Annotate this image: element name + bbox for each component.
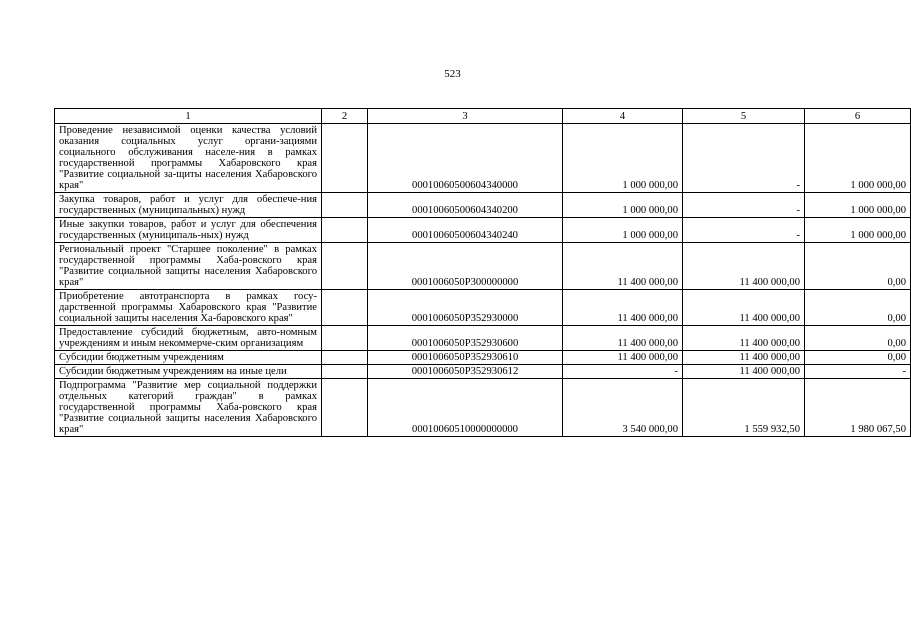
row-code: 0001006050P352930612 xyxy=(368,365,563,379)
row-col4: 11 400 000,00 xyxy=(563,351,683,365)
row-code: 0001006050P300000000 xyxy=(368,243,563,290)
row-col2 xyxy=(322,379,368,437)
row-description: Субсидии бюджетным учреждениям xyxy=(55,351,322,365)
row-description: Подпрограмма "Развитие мер социальной поддержки отдельных категорий граждан" в рамках государственной программы Хаба-ровского края "Развитие социальной защиты населения Хабаровского края" xyxy=(55,379,322,437)
row-col6: 1 000 000,00 xyxy=(805,218,911,243)
row-col5: 11 400 000,00 xyxy=(683,326,805,351)
row-col5: 1 559 932,50 xyxy=(683,379,805,437)
row-col4: 3 540 000,00 xyxy=(563,379,683,437)
table-row xyxy=(55,290,911,326)
row-code: 0001006050P352930600 xyxy=(368,326,563,351)
row-col4: 11 400 000,00 xyxy=(563,326,683,351)
row-col5: 11 400 000,00 xyxy=(683,243,805,290)
table-row xyxy=(55,218,911,243)
row-description: Иные закупки товаров, работ и услуг для обеспечения государственных (муниципаль-ных) нужд xyxy=(55,218,322,243)
table-row xyxy=(55,379,911,437)
table-row xyxy=(55,193,911,218)
row-col5: - xyxy=(683,124,805,193)
column-header-3: 3 xyxy=(368,109,563,124)
header-row xyxy=(55,109,911,124)
row-description: Предоставление субсидий бюджетным, авто-номным учреждениям и иным некоммерче-ским организациям xyxy=(55,326,322,351)
row-col4: 11 400 000,00 xyxy=(563,243,683,290)
row-description: Приобретение автотранспорта в рамках госу-дарственной программы Хабаровского края "Развитие социальной защиты населения Ха-баровского края" xyxy=(55,290,322,326)
row-code: 0001006050P352930000 xyxy=(368,290,563,326)
row-col6: 1 000 000,00 xyxy=(805,193,911,218)
row-col6: 0,00 xyxy=(805,243,911,290)
row-col4: - xyxy=(563,365,683,379)
row-col2 xyxy=(322,124,368,193)
row-description: Закупка товаров, работ и услуг для обеспече-ния государственных (муниципальных) нужд xyxy=(55,193,322,218)
row-col5: 11 400 000,00 xyxy=(683,365,805,379)
page-number: 523 xyxy=(444,68,461,80)
budget-table xyxy=(54,108,911,437)
row-col6: 0,00 xyxy=(805,326,911,351)
row-col2 xyxy=(322,351,368,365)
row-col6: - xyxy=(805,365,911,379)
row-col5: 11 400 000,00 xyxy=(683,351,805,365)
row-col2 xyxy=(322,326,368,351)
row-col2 xyxy=(322,290,368,326)
row-code: 00010060510000000000 xyxy=(368,379,563,437)
row-col2 xyxy=(322,218,368,243)
row-col6: 1 980 067,50 xyxy=(805,379,911,437)
row-description: Региональный проект "Старшее поколение" в рамках государственной программы Хаба-ровского края "Развитие социальной защиты населения Хабаровского края" xyxy=(55,243,322,290)
row-col6: 0,00 xyxy=(805,290,911,326)
row-col5: 11 400 000,00 xyxy=(683,290,805,326)
row-col5: - xyxy=(683,193,805,218)
column-header-6: 6 xyxy=(805,109,911,124)
column-header-5: 5 xyxy=(683,109,805,124)
row-code: 0001006050P352930610 xyxy=(368,351,563,365)
table-row xyxy=(55,351,911,365)
row-code: 00010060500604340200 xyxy=(368,193,563,218)
row-col6: 0,00 xyxy=(805,351,911,365)
table-row xyxy=(55,124,911,193)
column-header-2: 2 xyxy=(322,109,368,124)
row-col2 xyxy=(322,365,368,379)
row-code: 00010060500604340240 xyxy=(368,218,563,243)
row-description: Субсидии бюджетным учреждениям на иные цели xyxy=(55,365,322,379)
row-col4: 1 000 000,00 xyxy=(563,193,683,218)
row-col2 xyxy=(322,193,368,218)
row-description: Проведение независимой оценки качества условий оказания социальных услуг органи-зациями социального обслуживания населе-ния в рамках государственной программы Хабаровского края "Развитие социальной за-щиты населения Хабаровского края" xyxy=(55,124,322,193)
column-header-1: 1 xyxy=(55,109,322,124)
table-row xyxy=(55,365,911,379)
row-code: 00010060500604340000 xyxy=(368,124,563,193)
row-col5: - xyxy=(683,218,805,243)
table-row xyxy=(55,326,911,351)
row-col4: 1 000 000,00 xyxy=(563,218,683,243)
row-col4: 11 400 000,00 xyxy=(563,290,683,326)
column-header-4: 4 xyxy=(563,109,683,124)
row-col2 xyxy=(322,243,368,290)
row-col6: 1 000 000,00 xyxy=(805,124,911,193)
row-col4: 1 000 000,00 xyxy=(563,124,683,193)
table-row xyxy=(55,243,911,290)
